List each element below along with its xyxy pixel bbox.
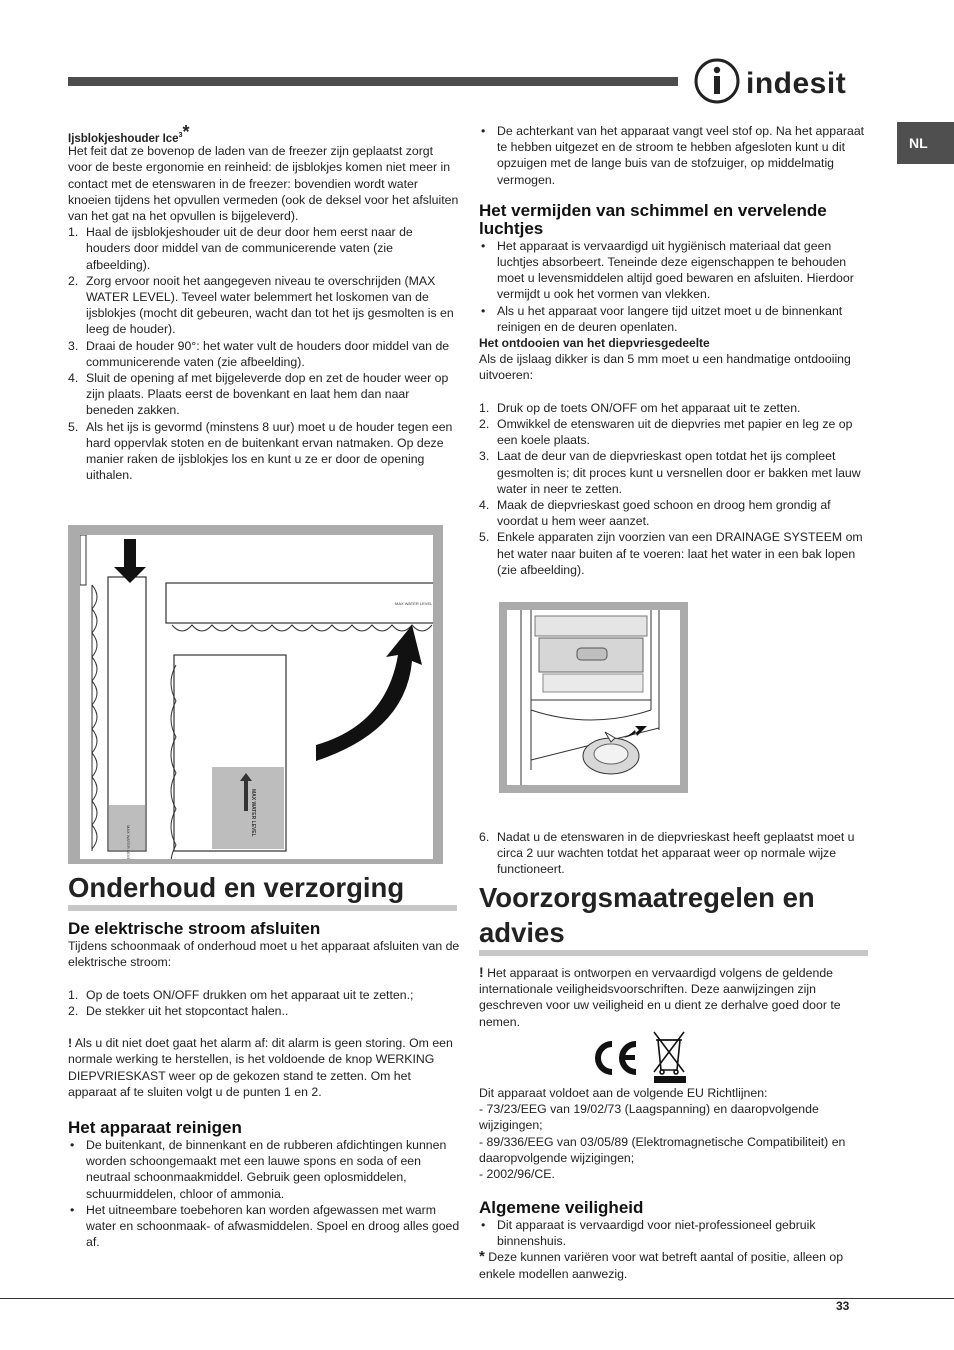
defrost-intro: Als de ijslaag dikker is dan 5 mm moet u een handmatige ontdooiing uitvoeren: bbox=[479, 352, 851, 383]
power-section bbox=[68, 920, 460, 1100]
power-note: ! Als u dit niet doet gaat het alarm af: dit alarm is geen storing. Om een normale werking te herstellen, is het voldoende de knop WERKING DIEPVRIESKAST weer op de gekozen stand te zetten. Om het apparaat af te sluiten volgt u de punten 1 en 2. bbox=[68, 1036, 453, 1099]
clean-section bbox=[68, 1119, 460, 1250]
fig-label-c: MAX WATER LEVEL bbox=[250, 789, 256, 837]
ice-tray-figure bbox=[68, 525, 443, 864]
footnote: * Deze kunnen variëren voor wat betreft aantal of positie, alleen op enkele modellen aanwezig. bbox=[479, 1248, 844, 1281]
list-item: 3. Laat de deur van de diepvrieskast open totdat het ijs compleet gesmolten is; dit proces kunt u versnellen door er bakken met lauw water in neer te zetten. bbox=[479, 449, 861, 496]
list-item: 2. Zorg ervoor nooit het aangegeven niveau te overschrijden (MAX WATER LEVEL). Teveel water belemmert het loskomen van de ijsblokjes (mocht dit gebeuren, wacht dan tot het ijs gesmolten is en leeg de houder). bbox=[68, 273, 454, 337]
list-item: 1. Druk op de toets ON/OFF om het apparaat uit te zetten. bbox=[479, 400, 801, 415]
list-item: • Het apparaat is vervaardigd uit hygiënisch materiaal dat geen luchtjes absorbeert. Teneinde deze eigenschappen te behouden moet u levensmiddelen altijd goed bewaren en afsluiten. Hierdoor vermijdt u ook het vormen van vlekken. bbox=[479, 238, 871, 303]
ice-title-star: * bbox=[182, 122, 190, 142]
list-item: 5. Enkele apparaten zijn voorzien van een DRAINAGE SYSTEEM om het water naar buiten af te voeren: laat het water in een bak lopen (zie afbeelding). bbox=[479, 530, 863, 577]
clean-items bbox=[68, 1137, 460, 1250]
list-item: 2. Omwikkel de etenswaren uit de diepvries met papier en leg ze op een koele plaats. bbox=[479, 417, 853, 448]
warning-mark: ! bbox=[479, 964, 484, 980]
ice-title: Ijsblokjeshouder Ice bbox=[68, 133, 179, 145]
footer-rule bbox=[0, 1298, 954, 1299]
power-steps bbox=[68, 987, 460, 1019]
mold-items bbox=[479, 238, 871, 335]
fig-label-b: MAX WATER LEVEL bbox=[395, 601, 433, 606]
eu-directive-3: - 2002/96/CE. bbox=[479, 1167, 555, 1182]
brand-wordmark: indesit bbox=[746, 67, 847, 100]
eu-directive-1: - 73/23/EEG van 19/02/73 (Laagspanning) en daaropvolgende wijzigingen; bbox=[479, 1102, 819, 1133]
list-item: 4. Maak de diepvrieskast goed schoon en droog hem grondig af voordat u hem weer aanzet. bbox=[479, 498, 831, 529]
list-item: 1. Haal de ijsblokjeshouder uit de deur door hem eerst naar de houders door middel van de communicerende vaten (zie afbeelding). bbox=[68, 225, 413, 272]
ce-weee-marks bbox=[592, 1030, 688, 1084]
power-intro: Tijdens schoonmaak of onderhoud moet u het apparaat afsluiten van de elektrische stroom: bbox=[68, 939, 460, 970]
eu-intro: Dit apparaat voldoet aan de volgende EU Richtlijnen: bbox=[479, 1086, 768, 1100]
main-heading-precautions bbox=[479, 880, 868, 956]
list-item: 5. Als het ijs is gevormd (minstens 8 uur) moet u de houder tegen een hard oppervlak stoten en de buitenkant ervan natmaken. Op deze manier raken de ijsblokjes los en kunt u ze er door de opening uithalen. bbox=[68, 419, 453, 483]
safety-section bbox=[479, 1199, 871, 1282]
defrost-heading: Het ontdooien van het diepvriesgedeelte bbox=[479, 336, 710, 351]
list-item: • Als u het apparaat voor langere tijd uitzet moet u de binnenkant reinigen en de deuren openlaten. bbox=[479, 303, 871, 335]
warning-paragraph: ! Het apparaat is ontworpen en vervaardigd volgens de geldende internationale veiligheidsvoorschriften. Deze aanwijzingen zijn geschreven voor uw veiligheid en u dient ze derhalve goed door te nemen. bbox=[479, 964, 841, 1029]
list-item: 6. Nadat u de etenswaren in de diepvrieskast heeft geplaatst moet u circa 2 uur wachten totdat het apparaat weer op normale wijze functioneert. bbox=[479, 830, 855, 877]
weee-bin-icon bbox=[654, 1032, 684, 1074]
list-item: • Het uitneembare toebehoren kan worden afgewassen met warm water en schoonmaak- of afwasmiddelen. Spoel en droog alles goed af. bbox=[68, 1202, 460, 1251]
language-tab: NL bbox=[897, 122, 954, 164]
main-heading-maintenance: Onderhoud en verzorging bbox=[68, 871, 457, 911]
fig-label-a: MAX WATER LEVEL bbox=[126, 825, 131, 859]
list-item: 1. Op de toets ON/OFF drukken om het apparaat uit te zetten.; bbox=[68, 987, 414, 1002]
list-item: • De achterkant van het apparaat vangt veel stof op. Na het apparaat te hebben uitgezet en de stroom te hebben afgesloten kunt u dit opzuigen met de lange buis van de stofzuiger, op middelmatig vermogen. bbox=[479, 123, 871, 188]
defrost-steps bbox=[479, 400, 871, 578]
ce-mark-icon bbox=[598, 1044, 636, 1072]
drainage-illustration bbox=[507, 610, 680, 785]
eu-directive-2: - 89/336/EEG van 03/05/89 (Elektromagnetische Compatibiliteit) en daaropvolgende wijzigingen; bbox=[479, 1134, 846, 1165]
safety-heading: Algemene veiligheid bbox=[479, 1198, 644, 1217]
eu-directives bbox=[479, 1085, 871, 1182]
indesit-logo bbox=[694, 58, 870, 104]
main-heading-line-1: Voorzorgsmaatregelen en bbox=[479, 882, 815, 913]
list-item: 2. De stekker uit het stopcontact halen.. bbox=[68, 1003, 289, 1018]
main-heading-line-2: advies bbox=[479, 916, 868, 956]
defrost-step6 bbox=[479, 829, 871, 878]
clean-heading: Het apparaat reinigen bbox=[68, 1118, 242, 1137]
right-top-section bbox=[479, 123, 871, 578]
ice-section bbox=[68, 124, 460, 483]
mold-heading: Het vermijden van schimmel en vervelende luchtjes bbox=[479, 200, 827, 238]
header-rule bbox=[68, 77, 678, 86]
list-item: 4. Sluit de opening af met bijgeleverde dop en zet de houder weer op zijn plaats. Plaats eerst de bovenkant en laat hem dan naar beneden zakken. bbox=[68, 371, 449, 418]
ice-intro: Het feit dat ze bovenop de laden van de freezer zijn geplaatst zorgt voor de beste ergonomie en reinheid: de ijsblokjes komen niet meer in contact met de etenswaren in de freezer: bovendien wordt water knoeien tijdens het opvullen vermeden (ook de deksel voor het afsluiten van het gat na het opvullen is bijgeleverd). bbox=[68, 144, 459, 224]
footnote-star: * bbox=[479, 1248, 485, 1266]
power-heading: De elektrische stroom afsluiten bbox=[68, 919, 321, 938]
warning-mark: ! bbox=[68, 1036, 73, 1051]
list-item: • De buitenkant, de binnenkant en de rubberen afdichtingen kunnen worden schoongemaakt met een lauwe spons en soda of een neutraal schoonmaakmiddel. Gebruik geen oplosmiddelen, schuurmiddelen, chloor of ammonia. bbox=[68, 1137, 460, 1202]
ice-steps bbox=[68, 224, 460, 483]
ice-tray-illustration bbox=[80, 535, 433, 859]
ice-title-sup: 3 bbox=[178, 132, 183, 140]
list-item: 3. Draai de houder 90°: het water vult de houders door middel van de communicerende vaten (zie afbeelding). bbox=[68, 338, 450, 369]
page-number: 33 bbox=[836, 1299, 850, 1313]
list-item: • Dit apparaat is vervaardigd voor niet-professioneel gebruik binnenshuis. bbox=[479, 1217, 871, 1249]
drainage-figure bbox=[499, 602, 688, 793]
precautions-section bbox=[479, 964, 871, 1030]
